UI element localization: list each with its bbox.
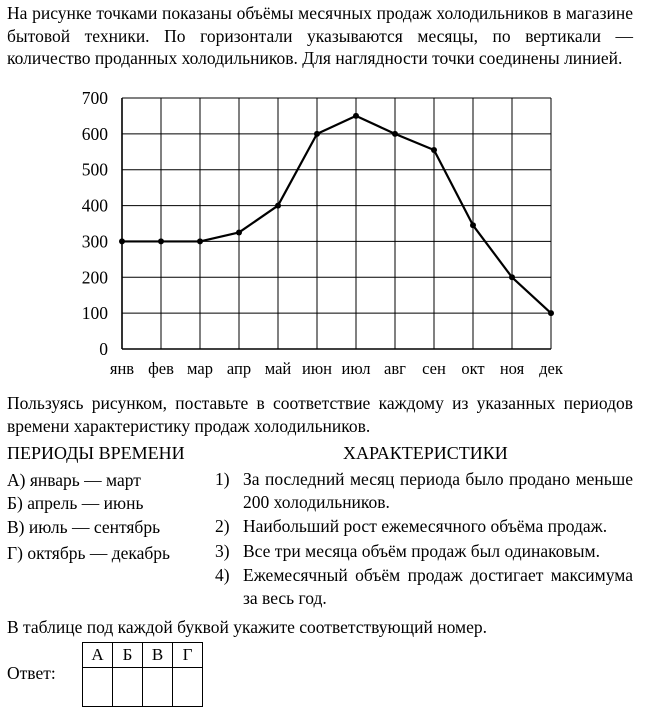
x-tick-label: янв <box>109 359 135 378</box>
x-tick-label: дек <box>539 359 563 378</box>
answer-letter-a: А <box>83 643 113 668</box>
y-tick-label: 500 <box>81 159 108 180</box>
characteristic-1-num: 1) <box>215 469 230 489</box>
data-point <box>548 310 554 316</box>
characteristic-2 <box>215 515 633 538</box>
data-point <box>119 238 125 244</box>
answer-cell-g[interactable] <box>173 668 203 707</box>
characteristic-3 <box>215 540 633 563</box>
data-point <box>197 238 203 244</box>
characteristic-2-text: Наибольший рост ежемесячного объёма продаж. <box>243 516 608 536</box>
x-tick-label: мар <box>187 359 213 378</box>
data-point <box>314 131 320 137</box>
x-tick-label: май <box>264 359 292 378</box>
chart-x-tick-labels <box>110 359 564 378</box>
period-a <box>7 469 141 491</box>
characteristics-header: ХАРАКТЕРИСТИКИ <box>343 443 508 463</box>
data-point <box>158 238 164 244</box>
characteristic-1-text: За последний месяц периода было продано меньше 200 холодильников. <box>243 469 633 512</box>
data-point <box>236 229 242 235</box>
data-point <box>431 147 437 153</box>
instruction-text: Пользуясь рисунком, поставьте в соответствие каждому из указанных периодов времени характеристику продаж холодильников. <box>7 393 633 436</box>
y-tick-label: 0 <box>99 339 108 359</box>
period-g-label: Г) <box>7 543 23 563</box>
answer-letter-v: В <box>143 643 173 668</box>
period-b-label: Б) <box>7 493 23 513</box>
period-b-text: апрель — июнь <box>27 493 144 513</box>
chart-grid-vertical <box>122 98 551 349</box>
intro-text: На рисунке точками показаны объёмы месячных продаж холодильников в магазине бытовой техники. По горизонтали указываются месяцы, по вертикали — количество проданных холодильников. Для наглядности точки соединены линией. <box>7 3 633 68</box>
answer-table <box>82 642 203 707</box>
y-tick-label: 700 <box>81 88 108 108</box>
answer-cell-a[interactable] <box>83 668 113 707</box>
period-g <box>7 542 170 564</box>
period-v <box>7 516 160 538</box>
answer-letter-g: Г <box>173 643 203 668</box>
characteristic-2-num: 2) <box>215 516 230 536</box>
x-tick-label: авг <box>384 359 406 378</box>
characteristic-4-num: 4) <box>215 565 230 585</box>
chart-grid-horizontal <box>122 98 551 349</box>
data-point <box>509 274 515 280</box>
characteristic-1 <box>215 468 633 513</box>
data-point <box>470 222 476 228</box>
characteristic-4-text: Ежемесячный объём продаж достигает максимума за весь год. <box>243 565 633 608</box>
periods-header: ПЕРИОДЫ ВРЕМЕНИ <box>7 443 185 463</box>
chart-y-tick-labels <box>82 88 109 359</box>
data-point <box>353 113 359 119</box>
period-v-label: В) <box>7 517 25 537</box>
answer-letter-b: Б <box>113 643 143 668</box>
x-tick-label: ноя <box>499 359 525 378</box>
characteristic-3-text: Все три месяца объём продаж был одинаковым. <box>243 541 600 561</box>
characteristic-4 <box>215 564 633 609</box>
characteristic-3-num: 3) <box>215 541 230 561</box>
period-g-text: октябрь — декабрь <box>27 543 171 563</box>
y-tick-label: 300 <box>81 231 108 252</box>
data-point <box>392 131 398 137</box>
answer-cell-v[interactable] <box>143 668 173 707</box>
sales-data-points <box>119 113 554 316</box>
x-tick-label: июн <box>302 359 332 378</box>
data-point <box>275 203 281 209</box>
x-tick-label: сен <box>422 359 446 378</box>
x-tick-label: июл <box>341 359 371 378</box>
y-tick-label: 100 <box>81 303 108 324</box>
answer-label: Ответ: <box>7 663 56 683</box>
y-tick-label: 600 <box>81 123 108 144</box>
x-tick-label: апр <box>226 359 252 378</box>
sales-line-chart <box>0 88 665 383</box>
sales-series-line <box>122 116 551 313</box>
y-tick-label: 400 <box>81 195 108 216</box>
x-tick-label: фев <box>148 359 174 378</box>
period-v-text: июль — сентябрь <box>28 517 161 537</box>
answer-cell-b[interactable] <box>113 668 143 707</box>
y-tick-label: 200 <box>81 267 108 288</box>
period-a-label: А) <box>7 470 26 490</box>
period-a-text: январь — март <box>29 470 141 490</box>
period-b <box>7 492 143 514</box>
x-tick-label: окт <box>461 359 485 378</box>
answer-note: В таблице под каждой буквой укажите соответствующий номер. <box>7 617 487 637</box>
